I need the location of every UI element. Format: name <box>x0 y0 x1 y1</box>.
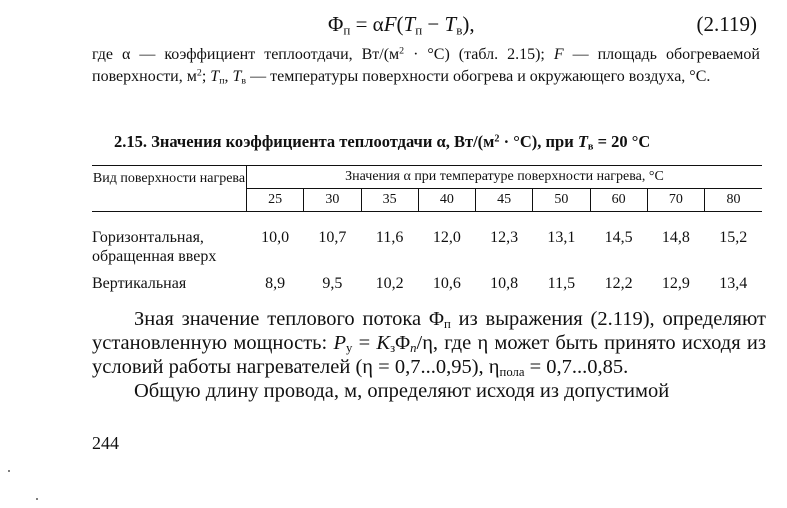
formula-phi-sub: п <box>343 22 351 38</box>
formula-explanation <box>92 44 760 87</box>
surface-name: Горизонтальная, обращенная вверх <box>92 229 217 265</box>
body-paragraph-2: Общую длину провода, м, определяют исходя из допустимой <box>134 380 670 402</box>
caption-text-2: · °С), при <box>499 132 578 151</box>
where-sup-1: 2 <box>399 45 405 57</box>
body-text-4: = 0,7...0,85. <box>524 356 629 378</box>
temperature-header: 60 <box>590 189 647 212</box>
where-tp: T <box>210 67 220 85</box>
caption-t-sub: в <box>587 141 594 153</box>
formula-minus: − <box>427 12 440 36</box>
where-text-5: , <box>224 67 233 85</box>
alpha-value: 10,2 <box>375 275 404 292</box>
caption-text-3: = 20 °С <box>593 132 651 151</box>
temperature-header: 50 <box>533 189 590 212</box>
temperature-header: 40 <box>418 189 475 212</box>
formula-f: F <box>383 12 397 36</box>
where-text-6: — температуры поверхности обогрева и окружающего воздуха, °С. <box>246 67 711 85</box>
body-p-sub: у <box>346 341 353 356</box>
formula-phi: Φ <box>328 12 344 36</box>
equation-number: (2.119) <box>696 12 757 36</box>
body-phi2-sub: п <box>410 341 417 356</box>
table-row <box>92 212 762 267</box>
body-paragraph-1 <box>92 307 766 379</box>
alpha-value: 12,3 <box>490 229 519 246</box>
body-text-2: из выражения (2.119), определяют установленную мощность: <box>92 308 766 354</box>
surface-name: Вертикальная <box>92 275 187 292</box>
scan-speck <box>36 498 38 500</box>
body-phi: Φ <box>395 332 411 354</box>
formula-t2: T <box>444 12 457 36</box>
table-caption <box>114 132 754 152</box>
alpha-value: 12,0 <box>432 229 461 246</box>
alpha-value: 12,9 <box>661 275 690 292</box>
page-number: 244 <box>92 433 119 453</box>
table-row <box>92 266 762 293</box>
alpha-value: 15,2 <box>719 229 748 246</box>
alpha-value: 14,8 <box>661 229 690 246</box>
body-text-3: /η, где η может быть принято исходя из условий работы нагревателей (η = 0,7...0,95), η <box>92 332 766 378</box>
temperature-group-header: Значения α при температуре поверхности нагрева, °С <box>247 166 763 189</box>
formula-t1-sub: п <box>415 22 423 38</box>
formula-row <box>0 8 787 38</box>
body-p: P <box>333 332 346 354</box>
formula-open-paren: ( <box>396 12 404 36</box>
body-phi-sub: п <box>443 317 451 332</box>
scan-speck <box>8 470 10 472</box>
alpha-value: 11,5 <box>547 275 576 292</box>
body-text <box>92 307 766 403</box>
body-k-sub: з <box>390 341 396 356</box>
where-tv-sub: в <box>241 74 247 86</box>
temperature-header: 25 <box>247 189 304 212</box>
where-tp-sub: п <box>219 74 225 86</box>
caption-t: T <box>577 132 588 151</box>
heat-transfer-table <box>92 165 762 293</box>
alpha-value: 10,8 <box>490 275 519 292</box>
where-text-4: ; <box>201 67 211 85</box>
formula-equals: = <box>355 12 368 36</box>
alpha-value: 13,1 <box>547 229 576 246</box>
alpha-value: 11,6 <box>375 229 404 246</box>
where-text-2: · °С) (табл. 2.15); <box>404 46 554 63</box>
temperature-header: 70 <box>647 189 704 212</box>
formula-alpha: α <box>372 12 384 36</box>
body-text-1: Зная значение теплового потока Φ <box>134 308 444 330</box>
caption-sup: 2 <box>494 133 500 145</box>
formula-t2-sub: в <box>456 22 463 38</box>
body-eta-sub: пола <box>499 365 525 380</box>
temperature-header: 30 <box>304 189 361 212</box>
where-text-1: где α — коэффициент теплоотдачи, Вт/(м <box>92 46 400 63</box>
alpha-value: 13,4 <box>719 275 748 292</box>
temperature-header: 45 <box>476 189 533 212</box>
alpha-value: 9,5 <box>322 275 343 292</box>
heat-flow-formula <box>328 12 475 37</box>
where-sup-2: 2 <box>196 67 202 79</box>
where-tv: T <box>232 67 242 85</box>
body-equals: = <box>352 332 377 354</box>
alpha-value: 10,0 <box>261 229 290 246</box>
surface-column-header: Вид поверхности нагрева <box>92 166 247 212</box>
where-text-3: — площадь обогреваемой поверхности, м <box>92 46 760 85</box>
formula-close-paren: ), <box>462 12 475 36</box>
alpha-value: 8,9 <box>265 275 286 292</box>
formula-t1: T <box>403 12 416 36</box>
temperature-header: 35 <box>361 189 418 212</box>
caption-text-1: 2.15. Значения коэффициента теплоотдачи α, Вт/(м <box>114 132 495 151</box>
body-k: K <box>376 332 391 354</box>
where-f: F <box>553 46 564 63</box>
alpha-value: 10,7 <box>318 229 347 246</box>
alpha-value: 14,5 <box>604 229 633 246</box>
alpha-value: 12,2 <box>604 275 633 292</box>
alpha-value: 10,6 <box>432 275 461 292</box>
temperature-header: 80 <box>705 189 763 212</box>
